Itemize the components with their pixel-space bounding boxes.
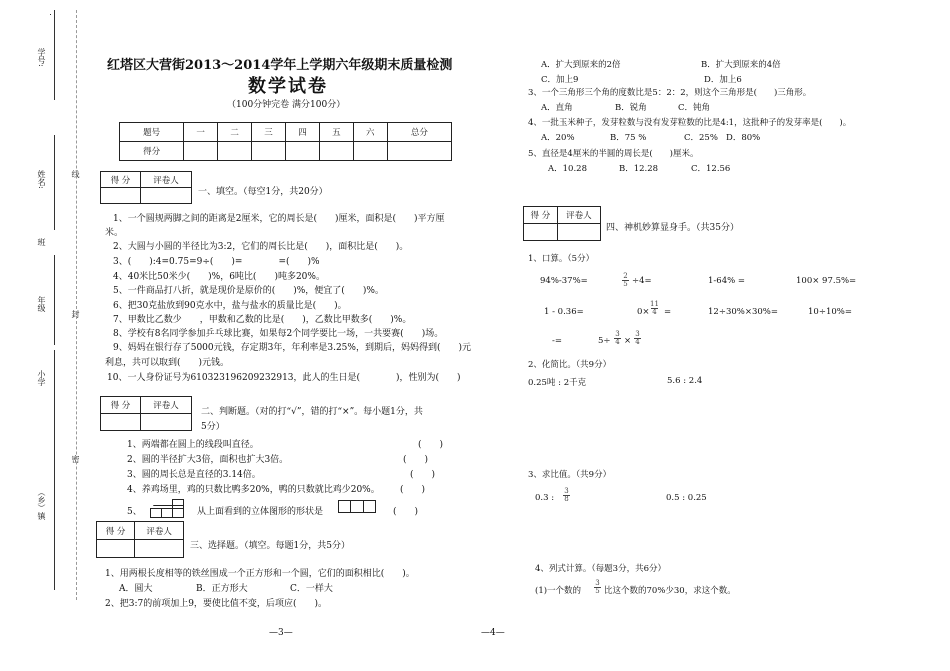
class-char: 班: [37, 238, 46, 246]
score-cell[interactable]: [387, 142, 451, 161]
score-cell[interactable]: [353, 142, 387, 161]
sec3-q5-opt-c: C．12.56: [691, 164, 731, 174]
oral-calc-r1c2: ÷4=: [632, 276, 652, 286]
numerator: 11: [650, 300, 659, 308]
sec3-q4-opt-c: C．25%: [684, 133, 718, 143]
sec4-oral-heading: 1、口算。（5分）: [528, 254, 595, 264]
sec1-q9b: 利息，共可以取到( )元钱。: [105, 358, 230, 368]
score-table-header: 五: [319, 123, 353, 142]
sec2-q2-answer[interactable]: ( ): [403, 455, 429, 465]
sec1-q1a: 1、一个圆规两脚之间的距离是2厘米，它的周长是( )厘米，面积是( )平方厘: [113, 214, 445, 224]
sec3-q2-opt-a: A．扩大到原来的2倍: [541, 60, 621, 70]
dense-char: 密: [71, 455, 80, 463]
oral-calc-r2c1: 1 - 0.36=: [544, 307, 584, 317]
times-sign: ×: [624, 336, 632, 346]
grader-box-sec1: [100, 171, 192, 204]
exam-title-line: 红塔区大营街2013～2014学年上学期六年级期末质量检测: [107, 58, 453, 73]
denominator: 4: [652, 308, 657, 316]
oral-calc-r3c1: -=: [552, 336, 562, 346]
binding-dashed-line: [76, 10, 77, 600]
sec3-q1-opt-c: C．一样大: [290, 584, 333, 594]
oral-calc-r1c1: 94%-37%=: [540, 276, 588, 286]
grader-reviewer-cell[interactable]: [140, 188, 191, 204]
sec1-q9a: 9、妈妈在银行存了5000元钱，存定期3年，年利率是3.25%，到期后，妈妈得到( )元: [113, 343, 471, 353]
sec3-q4-opt-a: A．20%: [541, 133, 575, 143]
score-table-row-label: 得分: [120, 142, 184, 161]
side-line-1: [54, 10, 55, 100]
score-cell[interactable]: [218, 142, 252, 161]
sec1-heading: 一、填空。（每空1分，共20分）: [198, 187, 328, 197]
sec2-q4: 4、养鸡场里，鸡的只数比鸭多20%，鸭的只数就比鸡少20%。: [127, 485, 380, 495]
grader-score-label: 得 分: [101, 172, 141, 188]
grader-reviewer-cell[interactable]: [135, 540, 184, 558]
oral-calc-r2c2: 0×: [637, 307, 650, 317]
score-table-header: 六: [353, 123, 387, 142]
grader-reviewer-cell[interactable]: [557, 224, 600, 241]
grader-box-sec3: [96, 521, 184, 558]
sec3-heading: 三、选择题。（填空。每题1分，共5分）: [190, 541, 350, 551]
denominator: 4: [615, 338, 620, 346]
value-problem-1: 0.3 :: [535, 493, 555, 503]
sec2-q5-text: 从上面看到的立体图形的形状是: [197, 507, 324, 517]
sec4-ratio-heading: 2、化简比。（共9分）: [528, 360, 612, 370]
grader-score-cell[interactable]: [101, 414, 141, 431]
sec2-q5-answer[interactable]: ( ): [393, 507, 419, 517]
sec2-q1-answer[interactable]: ( ): [418, 440, 444, 450]
grade-label: 年级: [37, 296, 46, 312]
town-label: （乡）镇: [37, 488, 46, 520]
sec2-heading-a: 二、判断题。（对的打“√”，错的打“×”。每小题1分，共: [201, 407, 423, 417]
score-cell[interactable]: [252, 142, 286, 161]
denominator: 8: [564, 495, 569, 503]
sec3-q2: 2、把3:7的前项加上9，要使比值不变，后项应( )。: [105, 599, 327, 609]
oral-calc-r2c4: 10÷10%=: [808, 307, 852, 317]
grader-score-cell[interactable]: [97, 540, 135, 558]
name-label: 姓名:: [37, 170, 46, 189]
numerator: 3: [595, 579, 600, 587]
exam-title: 数学试卷: [248, 76, 328, 97]
fraction-three-quarters: [614, 328, 621, 347]
sec4-equation-heading: 4、列式计算。（每题3分，共6分）: [535, 564, 666, 574]
value-problem-2: 0.5 : 0.25: [666, 493, 707, 503]
line-char: 线: [71, 170, 80, 178]
sec3-q2-opt-d: D．加上6: [704, 75, 742, 85]
grader-box-sec4: [523, 206, 601, 241]
sec3-q5-opt-b: B．12.28: [619, 164, 659, 174]
ratio-problem-1: 0.25吨 : 2千克: [528, 378, 587, 388]
sec4-heading: 四、神机妙算显身手。（共35分）: [606, 223, 739, 233]
sec3-q1: 1、用两根长度相等的铁丝围成一个正方形和一个圆，它们的面积相比( )。: [105, 569, 415, 579]
oral-calc-r3c2: 5÷: [598, 336, 611, 346]
sec1-q5: 5、一件商品打八折，就是现价是原价的( )%，便宜了( )%。: [113, 286, 384, 296]
sec1-q8: 8、学校有8名同学参加乒乓球比赛，如果每2个同学要比一场，一共要赛( )场。: [113, 329, 444, 339]
side-line-2: [54, 135, 55, 230]
grader-score-label: 得 分: [101, 397, 141, 414]
sec2-q3-answer[interactable]: ( ): [410, 470, 436, 480]
score-table-header: 二: [218, 123, 252, 142]
score-cell[interactable]: [285, 142, 319, 161]
sec1-q10: 10、一人身份证号为610323196209232913，此人的生日是( )，性别为( ): [107, 373, 461, 383]
ratio-problem-2: 5.6 : 2.4: [667, 376, 703, 386]
equation-q1-pre: (1)一个数的: [535, 586, 582, 596]
fraction-three-eighths: [563, 485, 570, 504]
sec2-q4-answer[interactable]: ( ): [400, 485, 426, 495]
score-table-header: 题号: [120, 123, 184, 142]
sec1-q1b: 米。: [105, 228, 124, 238]
fraction-three-quarters: [634, 328, 641, 347]
equals-sign: =: [664, 307, 672, 317]
oral-calc-r1c3: 1-64% =: [708, 276, 745, 286]
exam-subtitle: （100分钟完卷 满分100分）: [227, 100, 346, 110]
sec2-q2: 2、圆的半径扩大3倍，面积也扩大3倍。: [127, 455, 289, 465]
sec1-q7: 7、甲数比乙数少 ，甲数和乙数的比是( )，乙数比甲数多( )%。: [113, 315, 412, 325]
numerator: 3: [635, 330, 640, 338]
sec2-q3: 3、圆的周长总是直径的3.14倍。: [127, 470, 261, 480]
score-cell[interactable]: [319, 142, 353, 161]
grader-reviewer-cell[interactable]: [140, 414, 191, 431]
sec4-value-heading: 3、求比值。（共9分）: [528, 470, 612, 480]
fraction-two-fifths: [622, 270, 629, 289]
score-table: [119, 122, 452, 161]
sec2-q1: 1、两端都在圆上的线段叫直径。: [127, 440, 259, 450]
numerator: 3: [564, 487, 569, 495]
side-line-4: [54, 350, 55, 480]
sec3-q3-opt-c: C．钝角: [678, 103, 711, 113]
student-id-label: 学号:: [37, 48, 46, 67]
denominator: 5: [595, 587, 600, 595]
denominator: 4: [635, 338, 640, 346]
oral-calc-r1c4: 100× 97.5%=: [796, 276, 857, 286]
school-label: 小学: [37, 370, 46, 386]
score-table-header: 总分: [387, 123, 451, 142]
side-line-5: [54, 480, 55, 590]
page-number-left: —3—: [269, 628, 293, 638]
sec2-q5-number: 5、: [127, 507, 142, 517]
cubes-figure: [150, 496, 190, 520]
score-cell[interactable]: [184, 142, 218, 161]
numerator: 2: [623, 272, 628, 280]
score-table-header: 三: [252, 123, 286, 142]
oral-calc-r2c3: 12÷30%×30%=: [708, 307, 778, 317]
sec3-q5: 5、直径是4厘米的半圆的周长是( )厘米。: [528, 149, 699, 159]
sec3-q4-opt-d: D．80%: [726, 133, 761, 143]
sec1-q4: 4、40米比50米少( )%，6吨比( )吨多20%。: [113, 272, 325, 282]
sec3-q3: 3、一个三角形三个角的度数比是5：2：2，则这个三角形是( )三角形。: [528, 88, 812, 98]
grader-box-sec2: [100, 396, 192, 431]
numerator: 3: [615, 330, 620, 338]
fraction-three-fifths: [594, 577, 601, 596]
student-id-underline: [50, 14, 51, 15]
equation-q1-post: 比这个数的70%少30，求这个数。: [604, 586, 736, 596]
sec3-q3-opt-a: A．直角: [541, 103, 573, 113]
sec3-q3-opt-b: B．锐角: [615, 103, 647, 113]
grader-score-cell[interactable]: [524, 224, 558, 241]
sec3-q4-opt-b: B．75 %: [610, 133, 647, 143]
grader-reviewer-label: 评卷人: [140, 397, 191, 414]
page-number-right: —4—: [481, 628, 505, 638]
sec2-heading-b: 5分）: [201, 422, 225, 432]
seal-char: 封: [71, 310, 80, 318]
sec1-q2: 2、大圆与小圆的半径比为3:2，它们的周长比是( )，面积比是( )。: [113, 242, 409, 252]
sec3-q4: 4、一批玉米种子，发芽粒数与没有发芽粒数的比是4:1，这批种子的发芽率是( )。: [528, 118, 852, 128]
top-view-shape: [338, 500, 376, 513]
sec3-q5-opt-a: A．10.28: [548, 164, 587, 174]
side-line-3: [54, 255, 55, 345]
grader-score-label: 得 分: [524, 207, 558, 224]
grader-score-label: 得 分: [97, 522, 135, 540]
grader-score-cell[interactable]: [101, 188, 141, 204]
sec1-q3: 3、( ):4=0.75=9÷( )= =( )%: [113, 257, 320, 267]
sec3-q1-opt-a: A．圆大: [119, 584, 153, 594]
score-table-header: 一: [184, 123, 218, 142]
sec3-q2-opt-b: B．扩大到原来的4倍: [701, 60, 781, 70]
sec1-q6: 6、把30克盐放到90克水中，盐与盐水的质量比是( )。: [113, 301, 347, 311]
grader-reviewer-label: 评卷人: [135, 522, 184, 540]
score-table-header: 四: [285, 123, 319, 142]
fraction-eleven-quarters: [650, 298, 659, 317]
sec3-q1-opt-b: B．正方形大: [196, 584, 248, 594]
sec3-q2-opt-c: C．加上9: [541, 75, 579, 85]
grader-reviewer-label: 评卷人: [140, 172, 191, 188]
grader-reviewer-label: 评卷人: [557, 207, 600, 224]
denominator: 5: [623, 280, 628, 288]
